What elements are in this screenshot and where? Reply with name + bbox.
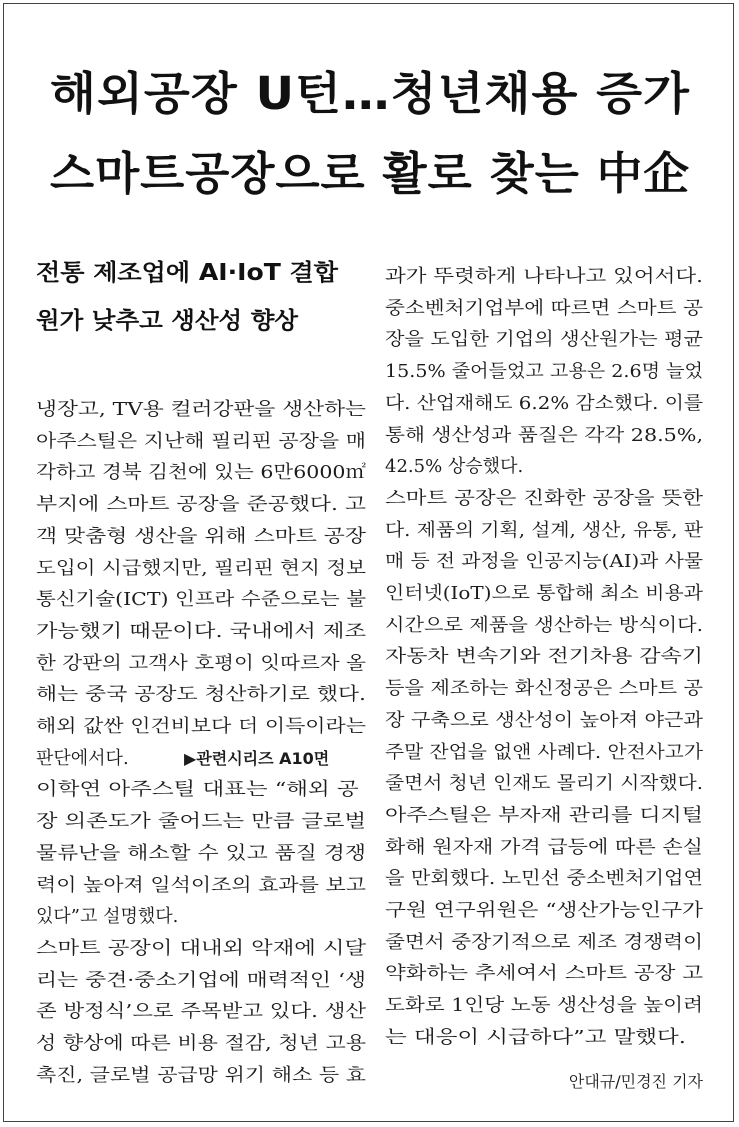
body-line: 중소벤처기업부에 따르면 스마트 공 (385, 297, 703, 319)
subheadline-line-1: 전통 제조업에 AI·IoT 결합 (36, 260, 339, 286)
body-line: 화해 원자재 가격 급등에 따른 손실 (385, 836, 703, 858)
body-line: 장을 도입한 기업의 생산원가는 평균 (385, 329, 703, 351)
subheadline-line-2: 원가 낮추고 생산성 향상 (36, 308, 299, 334)
body-line: 아주스틸은 지난해 필리핀 공장을 매 (36, 430, 366, 452)
body-line: 통신기술(ICT) 인프라 수준으로는 불 (36, 589, 366, 611)
body-line: 부지에 스마트 공장을 준공했다. 고 (36, 494, 366, 516)
body-line: 촉진, 글로벌 공급망 위기 해소 등 효 (36, 1064, 367, 1086)
body-line: 스마트 공장이 대내외 악재에 시달 (36, 937, 367, 959)
body-line: 이학연 아주스틸 대표는 “해외 공 (36, 779, 359, 801)
body-line: 스마트 공장은 진화한 공장을 뜻한 (385, 487, 703, 509)
body-line: 아주스틸은 부자재 관리를 디지털 (385, 804, 703, 826)
body-line: 장 구축으로 생산성이 높아져 야근과 (385, 709, 703, 731)
body-line: 자동차 변속기와 전기차용 감속기 (385, 646, 703, 668)
body-line: 는 대응이 시급하다”고 말했다. (385, 1026, 686, 1048)
body-line: 을 만회했다. 노민선 중소벤처기업연 (385, 868, 703, 890)
body-line: 력이 높아져 일석이조의 효과를 보고 (36, 874, 366, 896)
body-line: 주말 잔업을 없앤 사례다. 안전사고가 (385, 741, 704, 763)
body-line: 성 향상에 따른 비용 절감, 청년 고용 (36, 1033, 367, 1054)
headline-line-1: 해외공장 U턴…청년채용 증가 (49, 67, 690, 120)
body-line: 과가 뚜렷하게 나타나고 있어서다. (385, 266, 703, 287)
body-line: 15.5% 줄어들었고 고용은 2.6명 늘었 (385, 361, 703, 383)
byline: 안대규/민경진 기자 (568, 1072, 703, 1091)
body-line: 등을 제조하는 화신정공은 스마트 공 (385, 678, 703, 700)
headline-line-2: 스마트공장으로 활로 찾는 中企 (49, 147, 690, 200)
body-line: 있다”고 설명했다. (36, 906, 179, 928)
body-line: 판단에서다. (36, 747, 129, 769)
body-line: 존 방정식’으로 주목받고 있다. 생산 (36, 1001, 367, 1023)
body-line: 약화하는 추세여서 스마트 공장 고 (385, 963, 703, 985)
body-line: 다. 제품의 기획, 설계, 생산, 유통, 판 (385, 519, 703, 541)
body-line: 해는 중국 공장도 청산하기로 했다. (36, 684, 366, 706)
body-line: 구원 연구위원은 “생산가능인구가 (385, 900, 704, 921)
body-line: 도화로 1인당 노동 생산성을 높이려 (385, 995, 704, 1017)
body-line: 각하고 경북 김천에 있는 6만6000㎡ (36, 462, 366, 484)
body-line: 매 등 전 과정을 인공지능(AI)과 사물 (385, 551, 704, 573)
related-series-link[interactable]: ▶관련시리즈 A10면 (184, 748, 330, 768)
body-line: 인터넷(IoT)으로 통합해 최소 비용과 (385, 583, 704, 604)
body-line: 시간으로 제품을 생산하는 방식이다. (385, 614, 703, 636)
body-line: 냉장고, TV용 컬러강판을 생산하는 (36, 399, 367, 420)
body-line: 물류난을 해소할 수 있고 품질 경쟁 (36, 842, 366, 864)
body-line: 줄면서 중장기적으로 제조 경쟁력이 (385, 931, 703, 953)
body-line: 해외 값싼 인건비보다 더 이득이라는 (36, 716, 366, 737)
body-line: 통해 생산성과 품질은 각각 28.5%, (385, 424, 704, 446)
body-line: 장 의존도가 줄어드는 만큼 글로벌 (36, 811, 367, 833)
body-line: 줄면서 청년 인재도 몰리기 시작했다. (385, 773, 704, 795)
body-line: 한 강판의 고객사 호평이 잇따르자 올 (36, 652, 366, 674)
body-line: 다. 산업재해도 6.2% 감소했다. 이를 (385, 392, 703, 414)
body-line: 객 맞춤형 생산을 위해 스마트 공장 (36, 525, 366, 547)
body-line: 리는 중견·중소기업에 매력적인 ‘생 (36, 969, 366, 991)
body-line: 도입이 시급했지만, 필리핀 현지 정보 (36, 557, 366, 579)
body-line: 가능했기 때문이다. 국내에서 제조 (36, 620, 367, 642)
body-line: 42.5% 상승했다. (385, 456, 524, 478)
